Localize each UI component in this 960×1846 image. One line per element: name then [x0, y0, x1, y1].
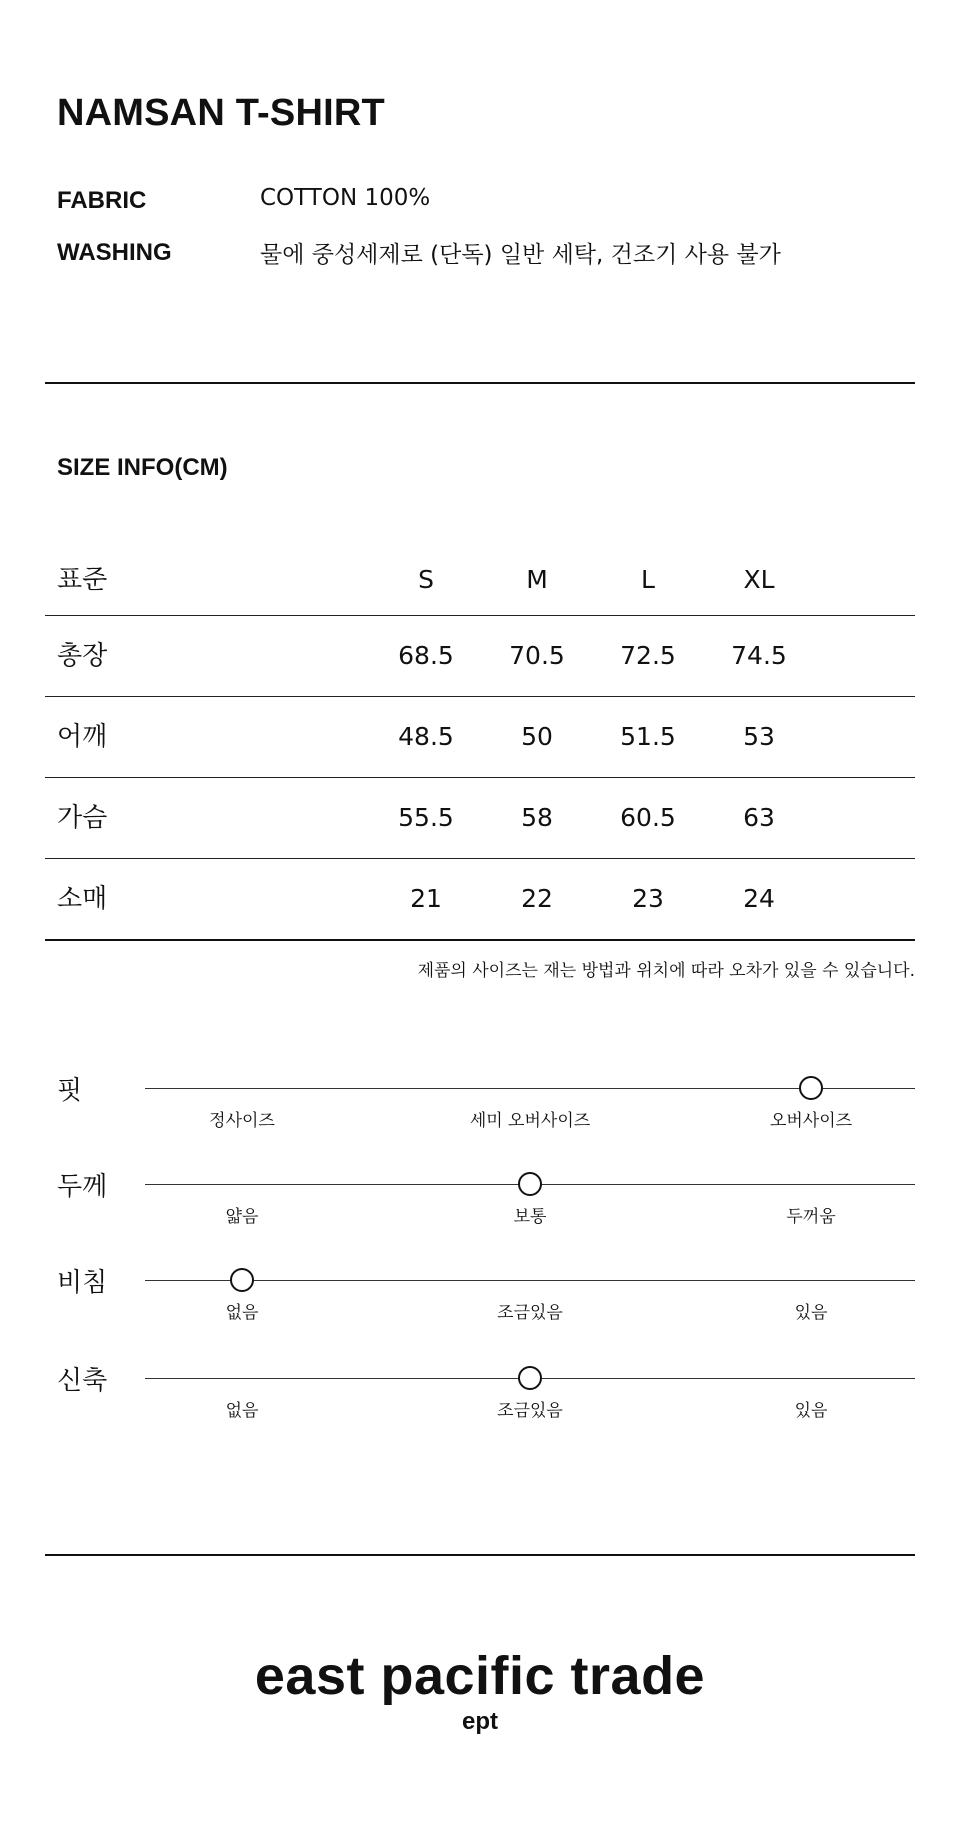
table-row	[45, 778, 915, 859]
scale-marker	[518, 1366, 542, 1390]
scale-option: 두꺼움	[786, 1207, 836, 1227]
table-cell: 22	[521, 884, 553, 913]
size-header-s: S	[418, 565, 434, 594]
row-label: 소매	[57, 884, 108, 914]
scale-option: 있음	[794, 1303, 828, 1323]
table-cell: 68.5	[398, 641, 454, 670]
size-header-l: L	[641, 565, 655, 594]
scale-marker	[518, 1172, 542, 1196]
scale-marker	[230, 1268, 254, 1292]
table-cell: 60.5	[620, 803, 676, 832]
fabric-value: COTTON 100%	[260, 185, 431, 211]
row-label: 총장	[57, 641, 108, 671]
scale-label: 핏	[57, 1076, 83, 1106]
table-cell: 24	[743, 884, 775, 913]
table-cell: 74.5	[731, 641, 787, 670]
footer-divider	[45, 1554, 915, 1556]
size-header-label: 표준	[57, 565, 108, 595]
row-label: 가슴	[57, 803, 108, 833]
scale-option: 정사이즈	[209, 1111, 275, 1131]
table-cell: 50	[521, 722, 553, 751]
scale-label: 신축	[57, 1366, 108, 1396]
table-cell: 51.5	[620, 722, 676, 751]
size-header-xl: XL	[743, 565, 775, 594]
scale-option: 있음	[794, 1401, 828, 1421]
table-cell: 63	[743, 803, 775, 832]
section-divider	[45, 382, 915, 384]
scale-track	[145, 1280, 915, 1281]
brand-short: ept	[462, 1708, 498, 1735]
table-cell: 48.5	[398, 722, 454, 751]
table-row	[45, 616, 915, 697]
table-cell: 58	[521, 803, 553, 832]
scale-label: 비침	[57, 1268, 108, 1298]
table-cell: 21	[410, 884, 442, 913]
scale-option: 보통	[513, 1207, 547, 1227]
scale-marker	[799, 1076, 823, 1100]
row-label: 어깨	[57, 722, 108, 752]
scale-option: 조금있음	[497, 1401, 563, 1421]
size-table-header	[45, 545, 915, 616]
size-disclaimer: 제품의 사이즈는 재는 방법과 위치에 따라 오차가 있을 수 있습니다.	[417, 961, 915, 981]
table-cell: 55.5	[398, 803, 454, 832]
size-table	[45, 545, 915, 941]
table-cell: 23	[632, 884, 664, 913]
scale-option: 세미 오버사이즈	[469, 1111, 591, 1131]
brand-name: east pacific trade	[254, 1646, 706, 1706]
washing-value: 물에 중성세제로 (단독) 일반 세탁, 건조기 사용 불가	[260, 242, 781, 268]
scale-option: 오버사이즈	[769, 1111, 853, 1131]
size-header-m: M	[526, 565, 548, 594]
table-cell: 53	[743, 722, 775, 751]
table-row	[45, 697, 915, 778]
scale-option: 얇음	[225, 1207, 259, 1227]
washing-label: WASHING	[57, 239, 172, 266]
scale-option: 없음	[225, 1303, 259, 1323]
product-title: NAMSAN T-SHIRT	[57, 92, 385, 134]
scale-option: 조금있음	[497, 1303, 563, 1323]
scale-label: 두께	[57, 1172, 108, 1202]
size-info-heading: SIZE INFO(CM)	[57, 454, 228, 481]
table-cell: 70.5	[509, 641, 565, 670]
table-row	[45, 859, 915, 941]
fabric-label: FABRIC	[57, 187, 147, 214]
scale-option: 없음	[225, 1401, 259, 1421]
table-cell: 72.5	[620, 641, 676, 670]
